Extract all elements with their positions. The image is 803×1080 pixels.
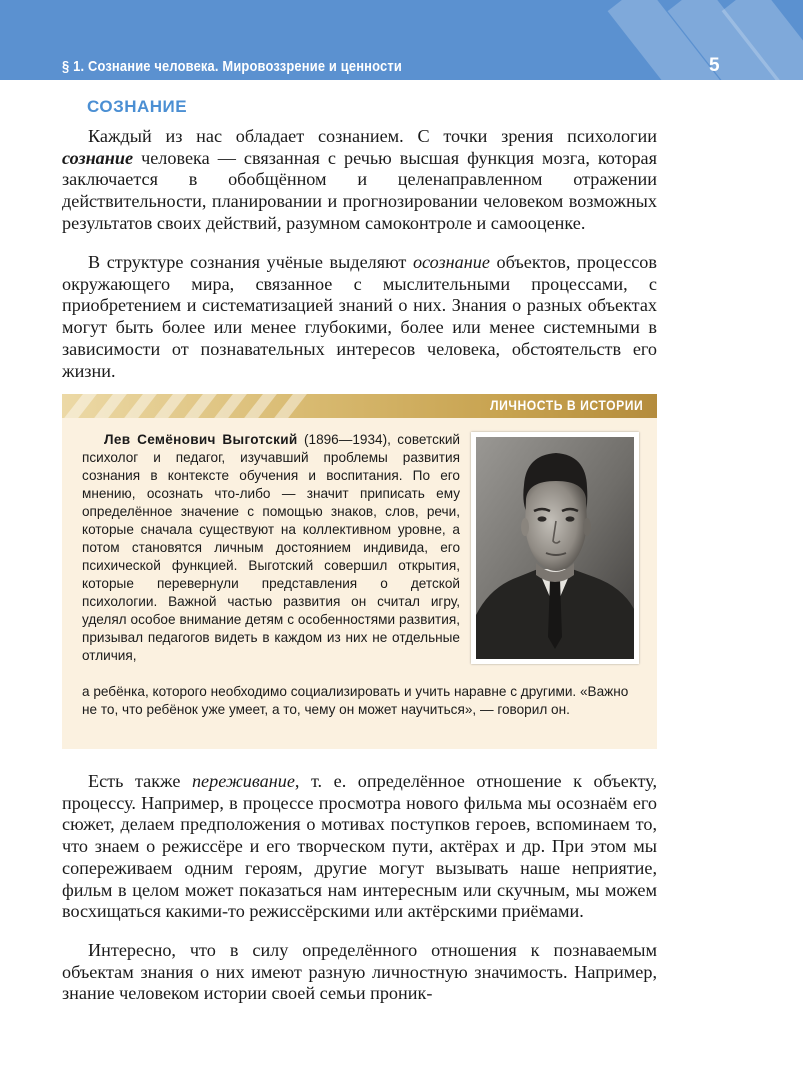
biography-tail: а ребёнка, которого необходимо социализировать и учить наравне с другими. «Важно не то, что ребёнок уже умеет, а то, чему он может научиться», — говорил он. [82, 684, 629, 717]
section-heading: СОЗНАНИЕ [87, 97, 188, 116]
paragraph-text: Есть также [88, 771, 192, 791]
paragraph-awareness [62, 252, 657, 382]
paragraph-text: Каждый из нас обладает сознанием. С точки зрения психологии [88, 126, 657, 146]
emphasized-term: переживание [191, 771, 295, 791]
personality-in-history-box [62, 394, 657, 749]
page-header [0, 0, 803, 80]
paragraph-text: человека — связанная с речью высшая функция мозга, которая заключается в обобщённом и целенаправленном отражении действительности, планировании и прогнозировании человеком возможных результатов своих действий, разумном самоконтроле и самооценке. [62, 147, 657, 233]
person-name: Лев Семёнович Выготский [104, 432, 298, 447]
portrait-photo [471, 432, 639, 664]
paragraph-consciousness [62, 126, 657, 235]
paragraph-text: Интересно, что в силу определённого отношения к познаваемым объектам знания о них имеют разную личностную значимость. Например, знание человеком истории своей семьи проник- [62, 940, 657, 1004]
chapter-title: § 1. Сознание человека. Мировоззрение и ценности [62, 58, 402, 75]
paragraph-experience [62, 771, 657, 923]
key-term: сознание [62, 147, 134, 168]
sidebar-title-band [62, 394, 657, 418]
life-years: (1896—1934), [297, 432, 391, 447]
paragraph-text: В структуре сознания учёные выделяют [88, 252, 413, 272]
biography-text [82, 431, 460, 665]
page-number: 5 [709, 55, 720, 76]
portrait-image [476, 437, 634, 659]
paragraph-text: объектов, процессов окружающего мира, связанное с мыслительными процессами, с приобретением и систематизацией знаний о них. Знания о разных объектах могут быть более или менее глубокими, более или менее системными в зависимости от познавательных интересов человека, обстоятельств его жизни. [62, 252, 657, 381]
paragraph-text: , т. е. определённое отношение к объекту, процессу. Например, в процессе просмотра нового фильма мы осознаём его сюжет, делаем предположения о мотивах поступков героев, вспоминаем то, что знаем о режиссёре и его творческом пути, актёрах и др. При этом мы сопереживаем одним героям, другие могут вызывать наше неприятие, фильм в целом может показаться нам интересным или скучным, мы можем восхищаться какими-то режиссёрскими или актёрскими приёмами. [62, 771, 657, 922]
paragraph-significance [62, 940, 657, 1005]
emphasized-term: осознание [412, 252, 490, 272]
biography-main: советский психолог и педагог, изучавший проблемы развития сознания в контексте обучения и воспитания. По его мнению, осознать что-либо — значит приписать ему определённое значение с помощью знаков, слов, речи, которые сначала существуют на коллективном уровне, а потом становятся личным достоянием индивида, его психической функцией. Выготский совершил открытия, которые перевернули представления о детской психологии. Важной частью развития он считал игру, уделял особое внимание детям с особенностями развития, призывал педагогов видеть в каждом из них не отдельные отличия, [82, 432, 460, 663]
sidebar-title: ЛИЧНОСТЬ В ИСТОРИИ [489, 398, 643, 413]
